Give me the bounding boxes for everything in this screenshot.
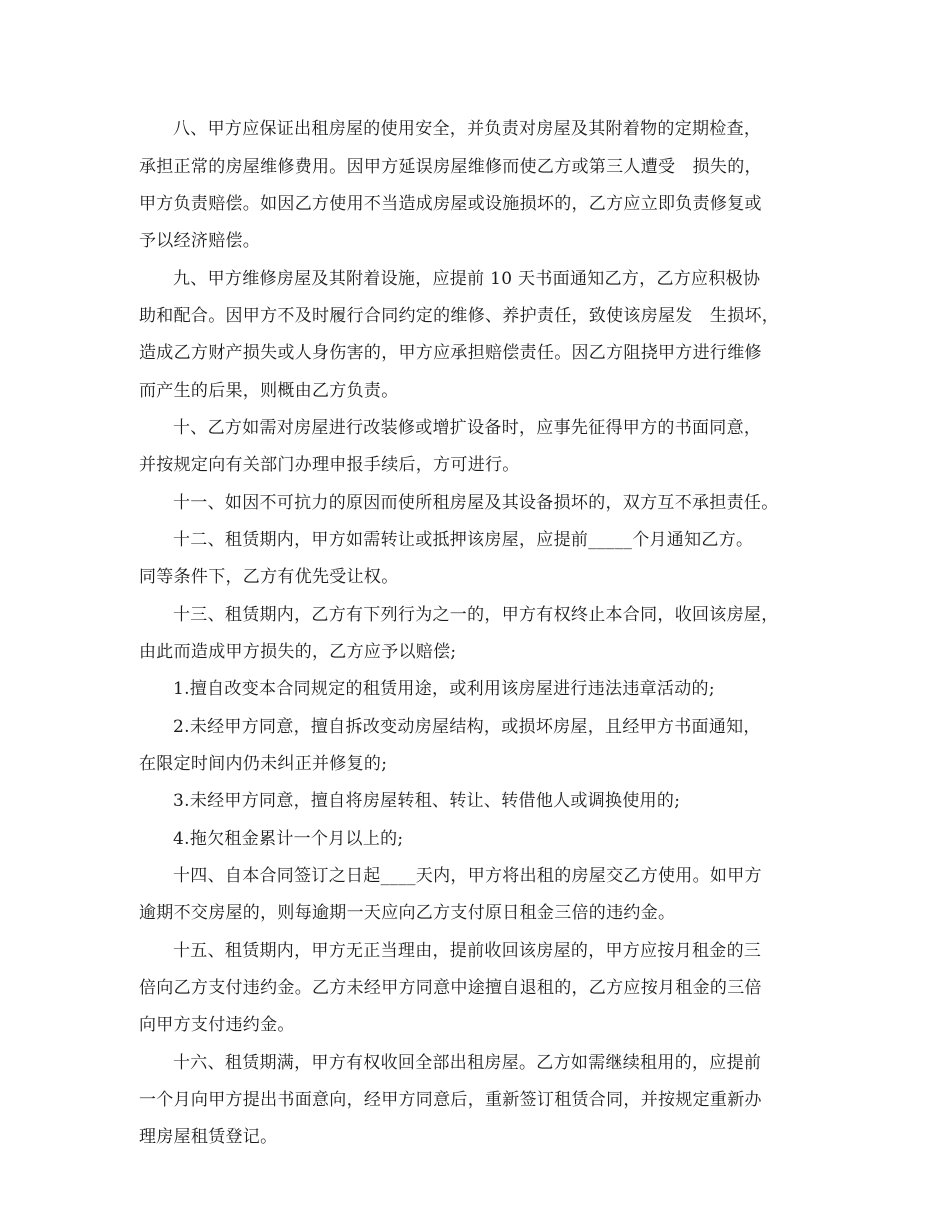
- clause-16-line-2: 一个月向甲方提出书面意向，经甲方同意后，重新签订租赁合同，并按规定重新办: [139, 1090, 762, 1110]
- clause-10-line-1: 十、乙方如需对房屋进行改装修或增扩设备时，应事先征得甲方的书面同意，: [173, 418, 762, 438]
- clause-9-line-4: 而产生的后果，则概由乙方负责。: [139, 381, 399, 401]
- clause-13-line-1: 十三、租赁期内，乙方有下列行为之一的，甲方有权终止本合同，收回该房屋，: [173, 605, 779, 625]
- clause-16-line-1: 十六、租赁期满，甲方有权收回全部出租房屋。乙方如需继续租用的，应提前: [173, 1053, 762, 1073]
- item-1-line-1: 1.擅自改变本合同规定的租赁用途，或利用该房屋进行违法违章活动的;: [173, 679, 715, 699]
- item-4-line-1: 4.拖欠租金累计一个月以上的;: [173, 829, 404, 849]
- clause-8-line-4: 予以经济赔偿。: [139, 231, 261, 251]
- clause-14-line-2: 逾期不交房屋的，则每逾期一天应向乙方支付原日租金三倍的违约金。: [139, 903, 676, 923]
- clause-15-line-2: 倍向乙方支付违约金。乙方未经甲方同意中途擅自退租的，乙方应按月租金的三倍: [139, 978, 762, 998]
- clause-9-line-2: 助和配合。因甲方不及时履行合同约定的维修、养护责任，致使该房屋发 生损坏，: [139, 306, 780, 326]
- clause-16-line-3: 理房屋租赁登记。: [139, 1127, 278, 1147]
- item-2-line-1: 2.未经甲方同意，擅自拆改变动房屋结构，或损坏房屋，且经甲方书面通知，: [173, 717, 761, 737]
- clause-8-line-2: 承担正常的房屋维修费用。因甲方延误房屋维修而使乙方或第三人遭受 损失的，: [139, 157, 762, 177]
- clause-15-line-1: 十五、租赁期内，甲方无正当理由，提前收回该房屋的，甲方应按月租金的三: [173, 941, 762, 961]
- clause-14-line-1: 十四、自本合同签订之日起____天内，甲方将出租的房屋交乙方使用。如甲方: [173, 866, 762, 886]
- item-3-line-1: 3.未经甲方同意，擅自将房屋转租、转让、转借他人或调换使用的;: [173, 791, 681, 811]
- clause-11-line-1: 十一、如因不可抗力的原因而使所租房屋及其设备损坏的，双方互不承担责任。: [173, 493, 779, 513]
- item-2-line-2: 在限定时间内仍未纠正并修复的;: [139, 754, 388, 774]
- clause-13-line-2: 由此而造成甲方损失的，乙方应予以赔偿;: [139, 642, 457, 662]
- clause-9-line-1: 九、甲方维修房屋及其附着设施，应提前 10 天书面通知乙方，乙方应积极协: [173, 269, 761, 289]
- clause-9-line-3: 造成乙方财产损失或人身伤害的，甲方应承担赔偿责任。因乙方阻挠甲方进行维修: [139, 343, 762, 363]
- clause-10-line-2: 并按规定向有关部门办理申报手续后，方可进行。: [139, 455, 520, 475]
- clause-8-line-1: 八、甲方应保证出租房屋的使用安全，并负责对房屋及其附着物的定期检查，: [173, 119, 762, 139]
- clause-12-line-1: 十二、租赁期内，甲方如需转让或抵押该房屋，应提前_____个月通知乙方。: [173, 530, 754, 550]
- clause-12-line-2: 同等条件下，乙方有优先受让权。: [139, 567, 399, 587]
- clause-8-line-3: 甲方负责赔偿。如因乙方使用不当造成房屋或设施损坏的，乙方应立即负责修复或: [139, 194, 762, 214]
- clause-15-line-3: 向甲方支付违约金。: [139, 1015, 295, 1035]
